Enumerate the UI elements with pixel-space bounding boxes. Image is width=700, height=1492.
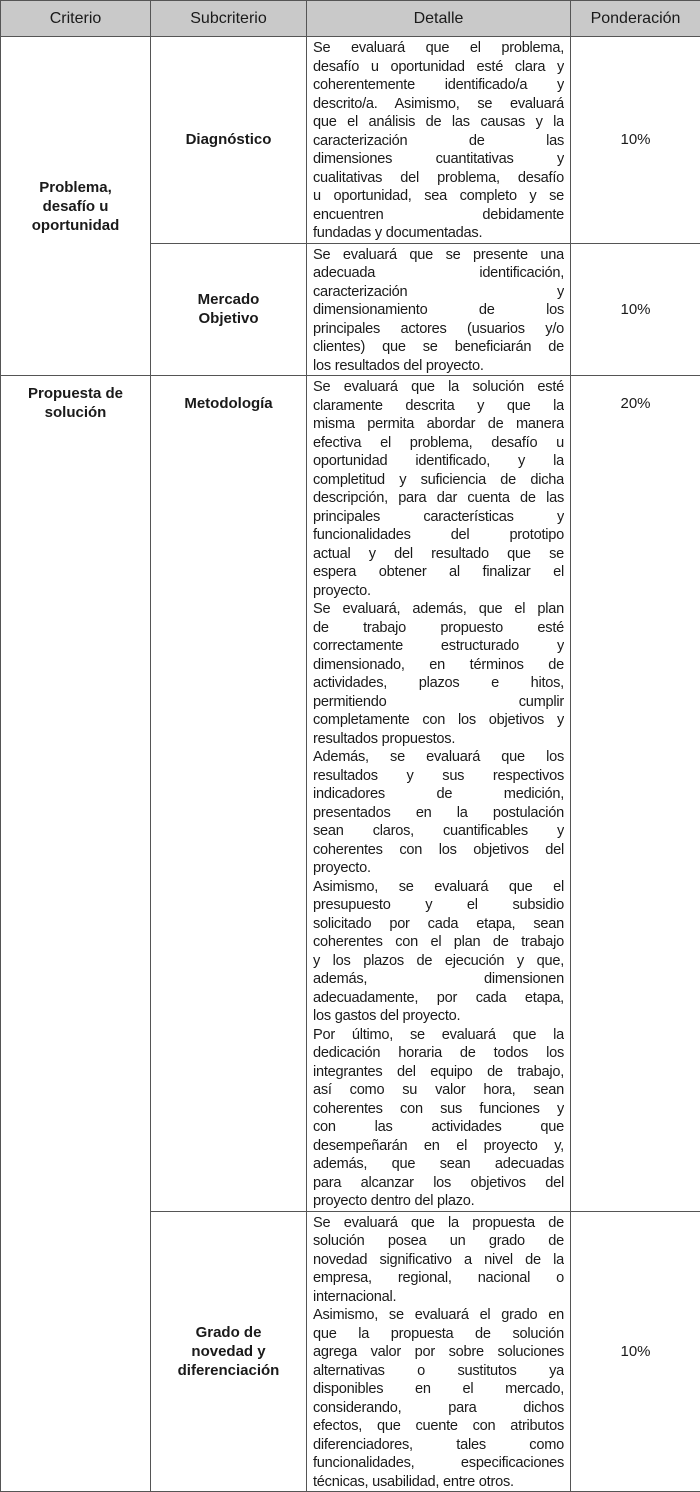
detalle-line: coherentes con sus funciones y <box>313 1100 564 1119</box>
detalle-line: descripción, para dar cuenta de las <box>313 489 564 508</box>
detalle-line: actual y del resultado que se <box>313 545 564 564</box>
detalle-line: fundadas y documentadas. <box>313 224 564 243</box>
table-row <box>1 376 700 1212</box>
detalle-line: proyecto dentro del plazo. <box>313 1192 564 1211</box>
detalle-line: permitiendo cumplir <box>313 693 564 712</box>
subcriterio-cell: Mercado Objetivo <box>151 243 307 376</box>
detalle-line: funcionalidades, especificaciones <box>313 1454 564 1473</box>
detalle-line: Asimismo, se evaluará que el <box>313 878 564 897</box>
detalle-line: dimensionado, en términos de <box>313 656 564 675</box>
detalle-line: Se evaluará que la solución esté <box>313 378 564 397</box>
detalle-line: integrantes del equipo de trabajo, <box>313 1063 564 1082</box>
detalle-line: desafío u oportunidad esté clara y <box>313 58 564 77</box>
detalle-line: resultados y sus respectivos <box>313 767 564 786</box>
detalle-line: empresa, regional, nacional o <box>313 1269 564 1288</box>
detalle-line: internacional. <box>313 1288 564 1307</box>
detalle-line: adecuada identificación, <box>313 264 564 283</box>
detalle-line: caracterización y <box>313 283 564 302</box>
detalle-line: adecuadamente, por cada etapa, <box>313 989 564 1008</box>
header-ponderacion: Ponderación <box>571 1 700 37</box>
detalle-line: Además, se evaluará que los <box>313 748 564 767</box>
detalle-line: clientes) que se beneficiarán de <box>313 338 564 357</box>
detalle-line: con las actividades que <box>313 1118 564 1137</box>
detalle-cell <box>307 376 571 1212</box>
subcriterio-cell: Metodología <box>151 376 307 1212</box>
criterio-cell: Propuesta de solución <box>1 376 151 1492</box>
detalle-line: que el análisis de las causas y la <box>313 113 564 132</box>
subcriterio-cell: Diagnóstico <box>151 37 307 244</box>
detalle-line: Por último, se evaluará que la <box>313 1026 564 1045</box>
table-row <box>1 37 700 244</box>
detalle-line: novedad significativo a nivel de la <box>313 1251 564 1270</box>
detalle-cell <box>307 1211 571 1492</box>
detalle-line: descrito/a. Asimismo, se evaluará <box>313 95 564 114</box>
detalle-line: dimensionamiento de los <box>313 301 564 320</box>
detalle-line: presupuesto y el subsidio <box>313 896 564 915</box>
detalle-line: indicadores de medición, <box>313 785 564 804</box>
detalle-line: de trabajo propuesto esté <box>313 619 564 638</box>
detalle-line: Se evaluará que el problema, <box>313 39 564 58</box>
detalle-line: u oportunidad, sea completo y se <box>313 187 564 206</box>
detalle-line: los resultados del proyecto. <box>313 357 564 376</box>
detalle-line: efectiva el problema, desafío u <box>313 434 564 453</box>
ponderacion-cell: 10% <box>571 243 700 376</box>
detalle-line: coherentemente identificado/a y <box>313 76 564 95</box>
detalle-line: efectos, que cuente con atributos <box>313 1417 564 1436</box>
detalle-line: solución posea un grado de <box>313 1232 564 1251</box>
detalle-line: encuentren debidamente <box>313 206 564 225</box>
detalle-line: coherentes con el plan de trabajo <box>313 933 564 952</box>
detalle-line: actividades, plazos e hitos, <box>313 674 564 693</box>
detalle-cell <box>307 243 571 376</box>
detalle-line: los gastos del proyecto. <box>313 1007 564 1026</box>
detalle-line: así como su valor hora, sean <box>313 1081 564 1100</box>
detalle-line: cualitativas del problema, desafío <box>313 169 564 188</box>
criterio-cell: Problema, desafío u oportunidad <box>1 37 151 376</box>
detalle-line: resultados propuestos. <box>313 730 564 749</box>
detalle-line: para alcanzar los objetivos del <box>313 1174 564 1193</box>
detalle-line: disponibles en el mercado, <box>313 1380 564 1399</box>
detalle-line: presentados en la postulación <box>313 804 564 823</box>
detalle-line: dimensiones cuantitativas y <box>313 150 564 169</box>
subcriterio-cell: Grado de novedad y diferenciación <box>151 1211 307 1492</box>
detalle-line: coherentes con los objetivos del <box>313 841 564 860</box>
detalle-line: oportunidad identificado, y la <box>313 452 564 471</box>
detalle-line: dedicación horaria de todos los <box>313 1044 564 1063</box>
detalle-line: Se evaluará, además, que el plan <box>313 600 564 619</box>
detalle-line: principales características y <box>313 508 564 527</box>
detalle-line: funcionalidades del prototipo <box>313 526 564 545</box>
detalle-line: completitud y suficiencia de dicha <box>313 471 564 490</box>
detalle-line: proyecto. <box>313 582 564 601</box>
detalle-line: caracterización de las <box>313 132 564 151</box>
detalle-line: que la propuesta de solución <box>313 1325 564 1344</box>
detalle-line: Se evaluará que la propuesta de <box>313 1214 564 1233</box>
detalle-line: y los plazos de ejecución y que, <box>313 952 564 971</box>
detalle-line: considerando, para dichos <box>313 1399 564 1418</box>
detalle-cell <box>307 37 571 244</box>
detalle-line: principales actores (usuarios y/o <box>313 320 564 339</box>
detalle-line: claramente descrita y que la <box>313 397 564 416</box>
detalle-line: Se evaluará que se presente una <box>313 246 564 265</box>
detalle-line: misma permita abordar de manera <box>313 415 564 434</box>
ponderacion-cell: 10% <box>571 37 700 244</box>
detalle-line: correctamente estructurado y <box>313 637 564 656</box>
ponderacion-cell: 10% <box>571 1211 700 1492</box>
detalle-line: desempeñarán en el proyecto y, <box>313 1137 564 1156</box>
detalle-line: además, que sean adecuadas <box>313 1155 564 1174</box>
header-subcriterio: Subcriterio <box>151 1 307 37</box>
detalle-line: proyecto. <box>313 859 564 878</box>
detalle-line: completamente con los objetivos y <box>313 711 564 730</box>
ponderacion-cell: 20% <box>571 376 700 1212</box>
detalle-line: Asimismo, se evaluará el grado en <box>313 1306 564 1325</box>
header-detalle: Detalle <box>307 1 571 37</box>
detalle-line: sean claros, cuantificables y <box>313 822 564 841</box>
table-header-row <box>1 1 700 37</box>
detalle-line: técnicas, usabilidad, entre otros. <box>313 1473 564 1492</box>
detalle-line: diferenciadores, tales como <box>313 1436 564 1455</box>
header-criterio: Criterio <box>1 1 151 37</box>
detalle-line: alternativas o sustitutos ya <box>313 1362 564 1381</box>
detalle-line: agrega valor por sobre soluciones <box>313 1343 564 1362</box>
detalle-line: solicitado por cada etapa, sean <box>313 915 564 934</box>
detalle-line: además, dimensionen <box>313 970 564 989</box>
detalle-line: espera obtener al finalizar el <box>313 563 564 582</box>
